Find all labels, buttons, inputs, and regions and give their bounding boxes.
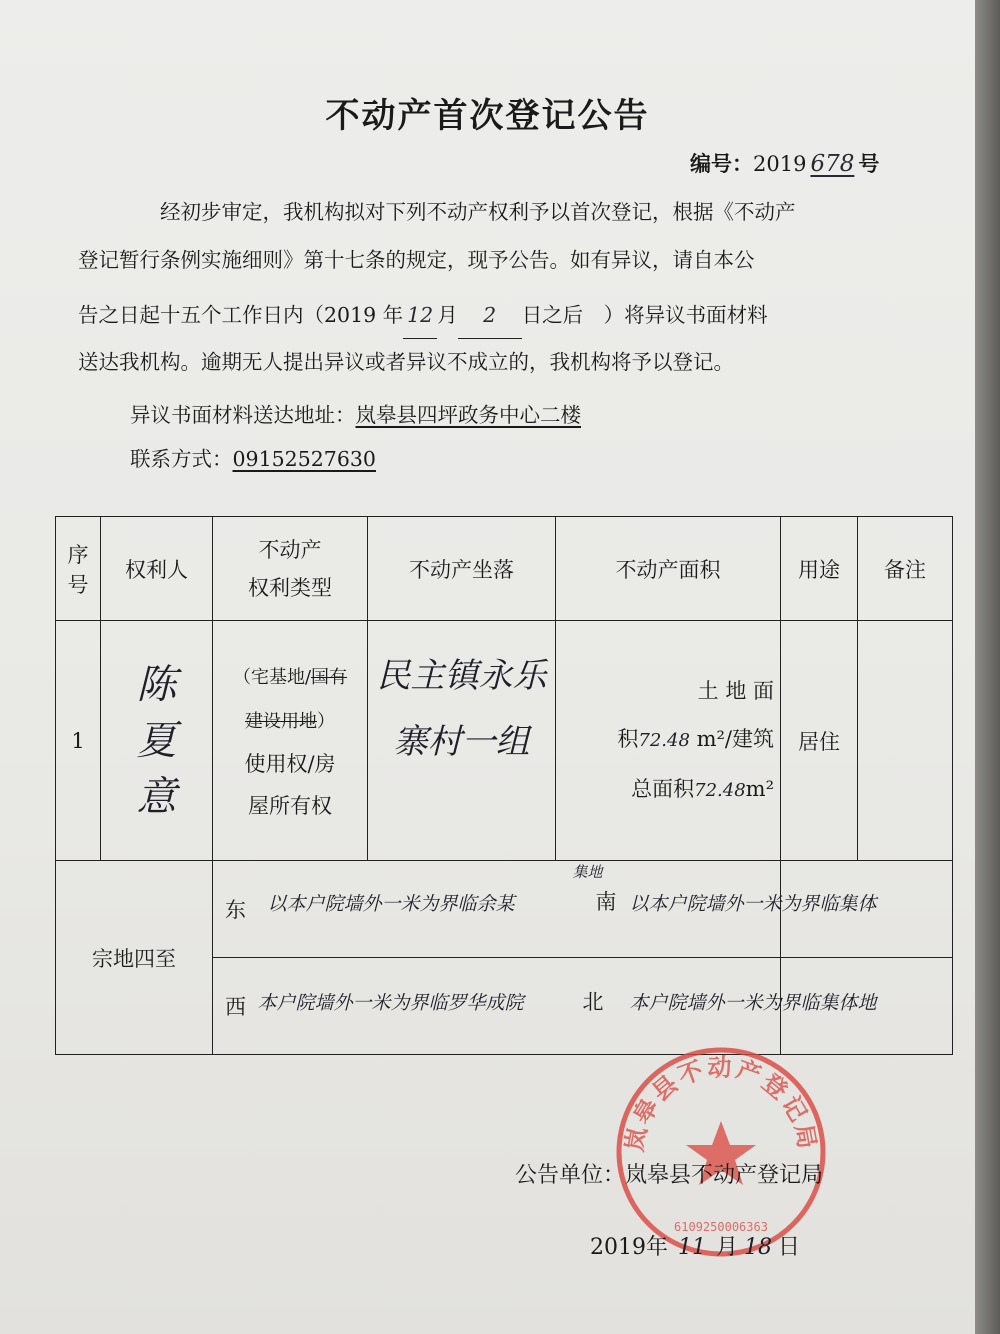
address-label: 异议书面材料送达地址： xyxy=(130,403,356,427)
boundary-south-label: 南 xyxy=(595,890,617,914)
header-holder: 权利人 xyxy=(101,517,213,621)
row-type: （宅基地/国有 建设用地） 使用权/房 屋所有权 xyxy=(213,621,368,861)
body-line-2: 登记暂行条例实施细则》第十七条的规定，现予公告。如有异议，请自本公 xyxy=(78,248,755,272)
seal-code: 6109250006363 xyxy=(674,1220,768,1234)
page-title: 不动产首次登记公告 xyxy=(325,96,650,136)
property-table xyxy=(55,516,953,1055)
footer-org-line xyxy=(515,1158,823,1189)
footer-year-label: 年 xyxy=(646,1235,669,1260)
row-remark xyxy=(858,621,953,861)
boundary-east-south xyxy=(267,861,877,958)
table-header-row xyxy=(56,517,953,621)
footer-day-label: 日 xyxy=(778,1235,801,1260)
boundary-west-north xyxy=(257,958,877,1055)
table-row xyxy=(56,621,953,861)
notice-month-label: 月 xyxy=(437,303,458,327)
footer-date xyxy=(590,1230,800,1261)
boundary-west-label: 西 xyxy=(213,958,368,1055)
row-area: 土 地 面 积72.48 m²/建筑 总面积72.48m² xyxy=(556,621,781,861)
footer-month-label: 月 xyxy=(716,1235,739,1260)
body-line-3-prefix: 告之日起十五个工作日内（2019 年 xyxy=(78,303,404,327)
address-value: 岚皋县四坪政务中心二楼 xyxy=(355,403,581,427)
document-number-label: 编号： xyxy=(690,152,753,176)
header-type: 不动产 权利类型 xyxy=(213,517,368,621)
notice-day: 2 xyxy=(458,293,522,339)
header-area: 不动产面积 xyxy=(556,517,781,621)
boundary-east-value: 以本户院墙外一米为界临余某 xyxy=(267,893,515,915)
background-edge xyxy=(975,0,1000,1334)
row-usage: 居住 xyxy=(781,621,858,861)
official-seal xyxy=(612,1043,830,1261)
footer-day: 18 xyxy=(744,1235,773,1260)
footer-month: 11 xyxy=(678,1235,707,1260)
body-line-1: 经初步审定，我机构拟对下列不动产权利予以首次登记，根据《不动产 xyxy=(160,200,796,224)
body-line-4: 送达我机构。逾期无人提出异议或者异议不成立的，我机构将予以登记。 xyxy=(78,350,734,374)
row-no: 1 xyxy=(56,621,101,861)
address-line xyxy=(130,398,581,428)
body-line-3-suffix: 日之后 ）将异议书面材料 xyxy=(521,303,768,327)
boundary-label: 宗地四至 xyxy=(56,861,213,1055)
contact-value: 09152527630 xyxy=(232,447,376,471)
contact-line xyxy=(130,442,376,472)
footer-org: 岚皋县不动产登记局 xyxy=(625,1163,824,1188)
seal-text: 岚皋县不动产登记局 xyxy=(620,1053,822,1154)
header-usage: 用途 xyxy=(781,517,858,621)
boundary-row-east xyxy=(56,861,953,958)
boundary-north-label: 北 xyxy=(582,990,604,1014)
document-number xyxy=(690,148,879,178)
boundary-east-label: 东 xyxy=(213,861,368,958)
body-line-3 xyxy=(78,293,908,339)
footer-year: 2019 xyxy=(590,1235,646,1260)
row-holder: 陈 夏 意 xyxy=(101,621,213,861)
contact-label: 联系方式： xyxy=(130,447,233,471)
footer-org-label: 公告单位： xyxy=(515,1163,626,1188)
boundary-south-correction: 集地 xyxy=(572,863,603,881)
header-remark: 备注 xyxy=(858,517,953,621)
document-number-value: 678 xyxy=(810,151,855,177)
header-no: 序 号 xyxy=(56,517,101,621)
document-number-year: 2019 xyxy=(753,152,807,176)
boundary-south-value: 以本户院墙外一米为界临集体 xyxy=(629,893,877,915)
boundary-north-value: 本户院墙外一米为界临集体地 xyxy=(629,992,877,1014)
header-location: 不动产坐落 xyxy=(368,517,556,621)
row-location: 民主镇永乐 寨村一组 xyxy=(368,621,556,861)
boundary-west-value: 本户院墙外一米为界临罗华成院 xyxy=(257,992,524,1014)
document-number-suffix: 号 xyxy=(858,152,880,176)
notice-month: 12 xyxy=(403,293,437,339)
